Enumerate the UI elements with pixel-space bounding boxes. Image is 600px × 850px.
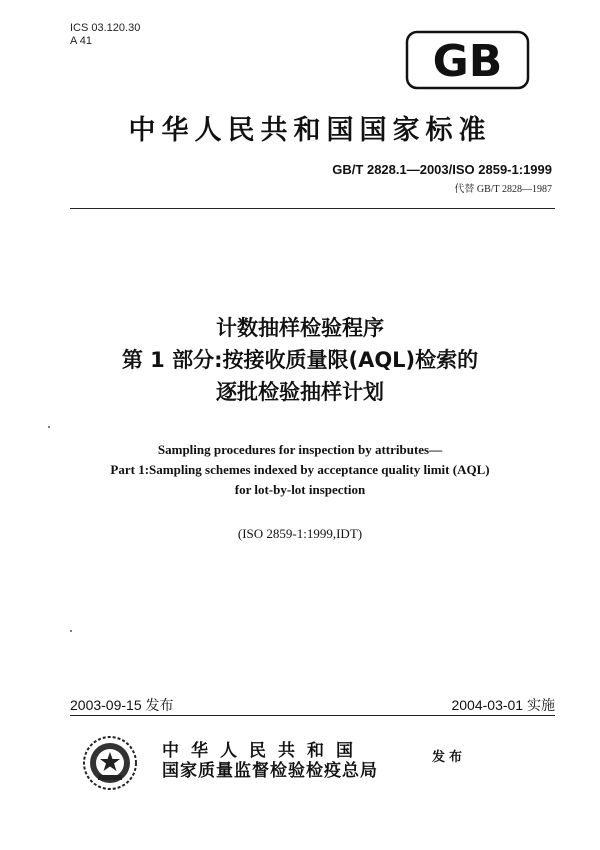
chinese-title-line-3: 逐批检验抽样计划 [216, 380, 384, 404]
chinese-title-line-2: 第 1 部分:按接收质量限(AQL)检索的 [121, 348, 479, 372]
english-title-line-1: Sampling procedures for inspection by attributes— [157, 442, 443, 457]
national-emblem-seal [82, 735, 138, 791]
publication-date: 2003-09-15 发布 [70, 697, 174, 713]
english-title [40, 440, 560, 500]
footer-divider [70, 715, 555, 716]
header-divider [70, 208, 555, 209]
iso-reference: (ISO 2859-1:1999,IDT) [237, 526, 363, 541]
national-standard-title: 中华人民共和国国家标准 [128, 115, 492, 146]
chinese-title [40, 312, 560, 408]
issuer-line-2: 国家质量监督检验检疫总局 [162, 761, 378, 781]
svg-text:GB: GB [432, 36, 503, 87]
implementation-date: 2004-03-01 实施 [451, 697, 555, 713]
scan-speck [70, 630, 72, 632]
replaces-standard: 代替 GB/T 2828—1987 [454, 184, 552, 195]
english-title-line-2: Part 1:Sampling schemes indexed by acceptance quality limit (AQL) [110, 462, 490, 477]
gb-logo [405, 30, 530, 90]
ccs-code: A 41 [70, 35, 93, 47]
ics-code: ICS 03.120.30 [70, 22, 141, 34]
english-title-line-3: for lot-by-lot inspection [234, 482, 366, 497]
scan-speck [48, 426, 50, 428]
chinese-title-line-1: 计数抽样检验程序 [216, 316, 384, 340]
classification-codes [70, 22, 140, 48]
issue-label: 发布 [432, 750, 467, 765]
issuer-line-1: 中华人民共和国 [162, 741, 365, 761]
standard-number: GB/T 2828.1—2003/ISO 2859-1:1999 [332, 162, 552, 177]
